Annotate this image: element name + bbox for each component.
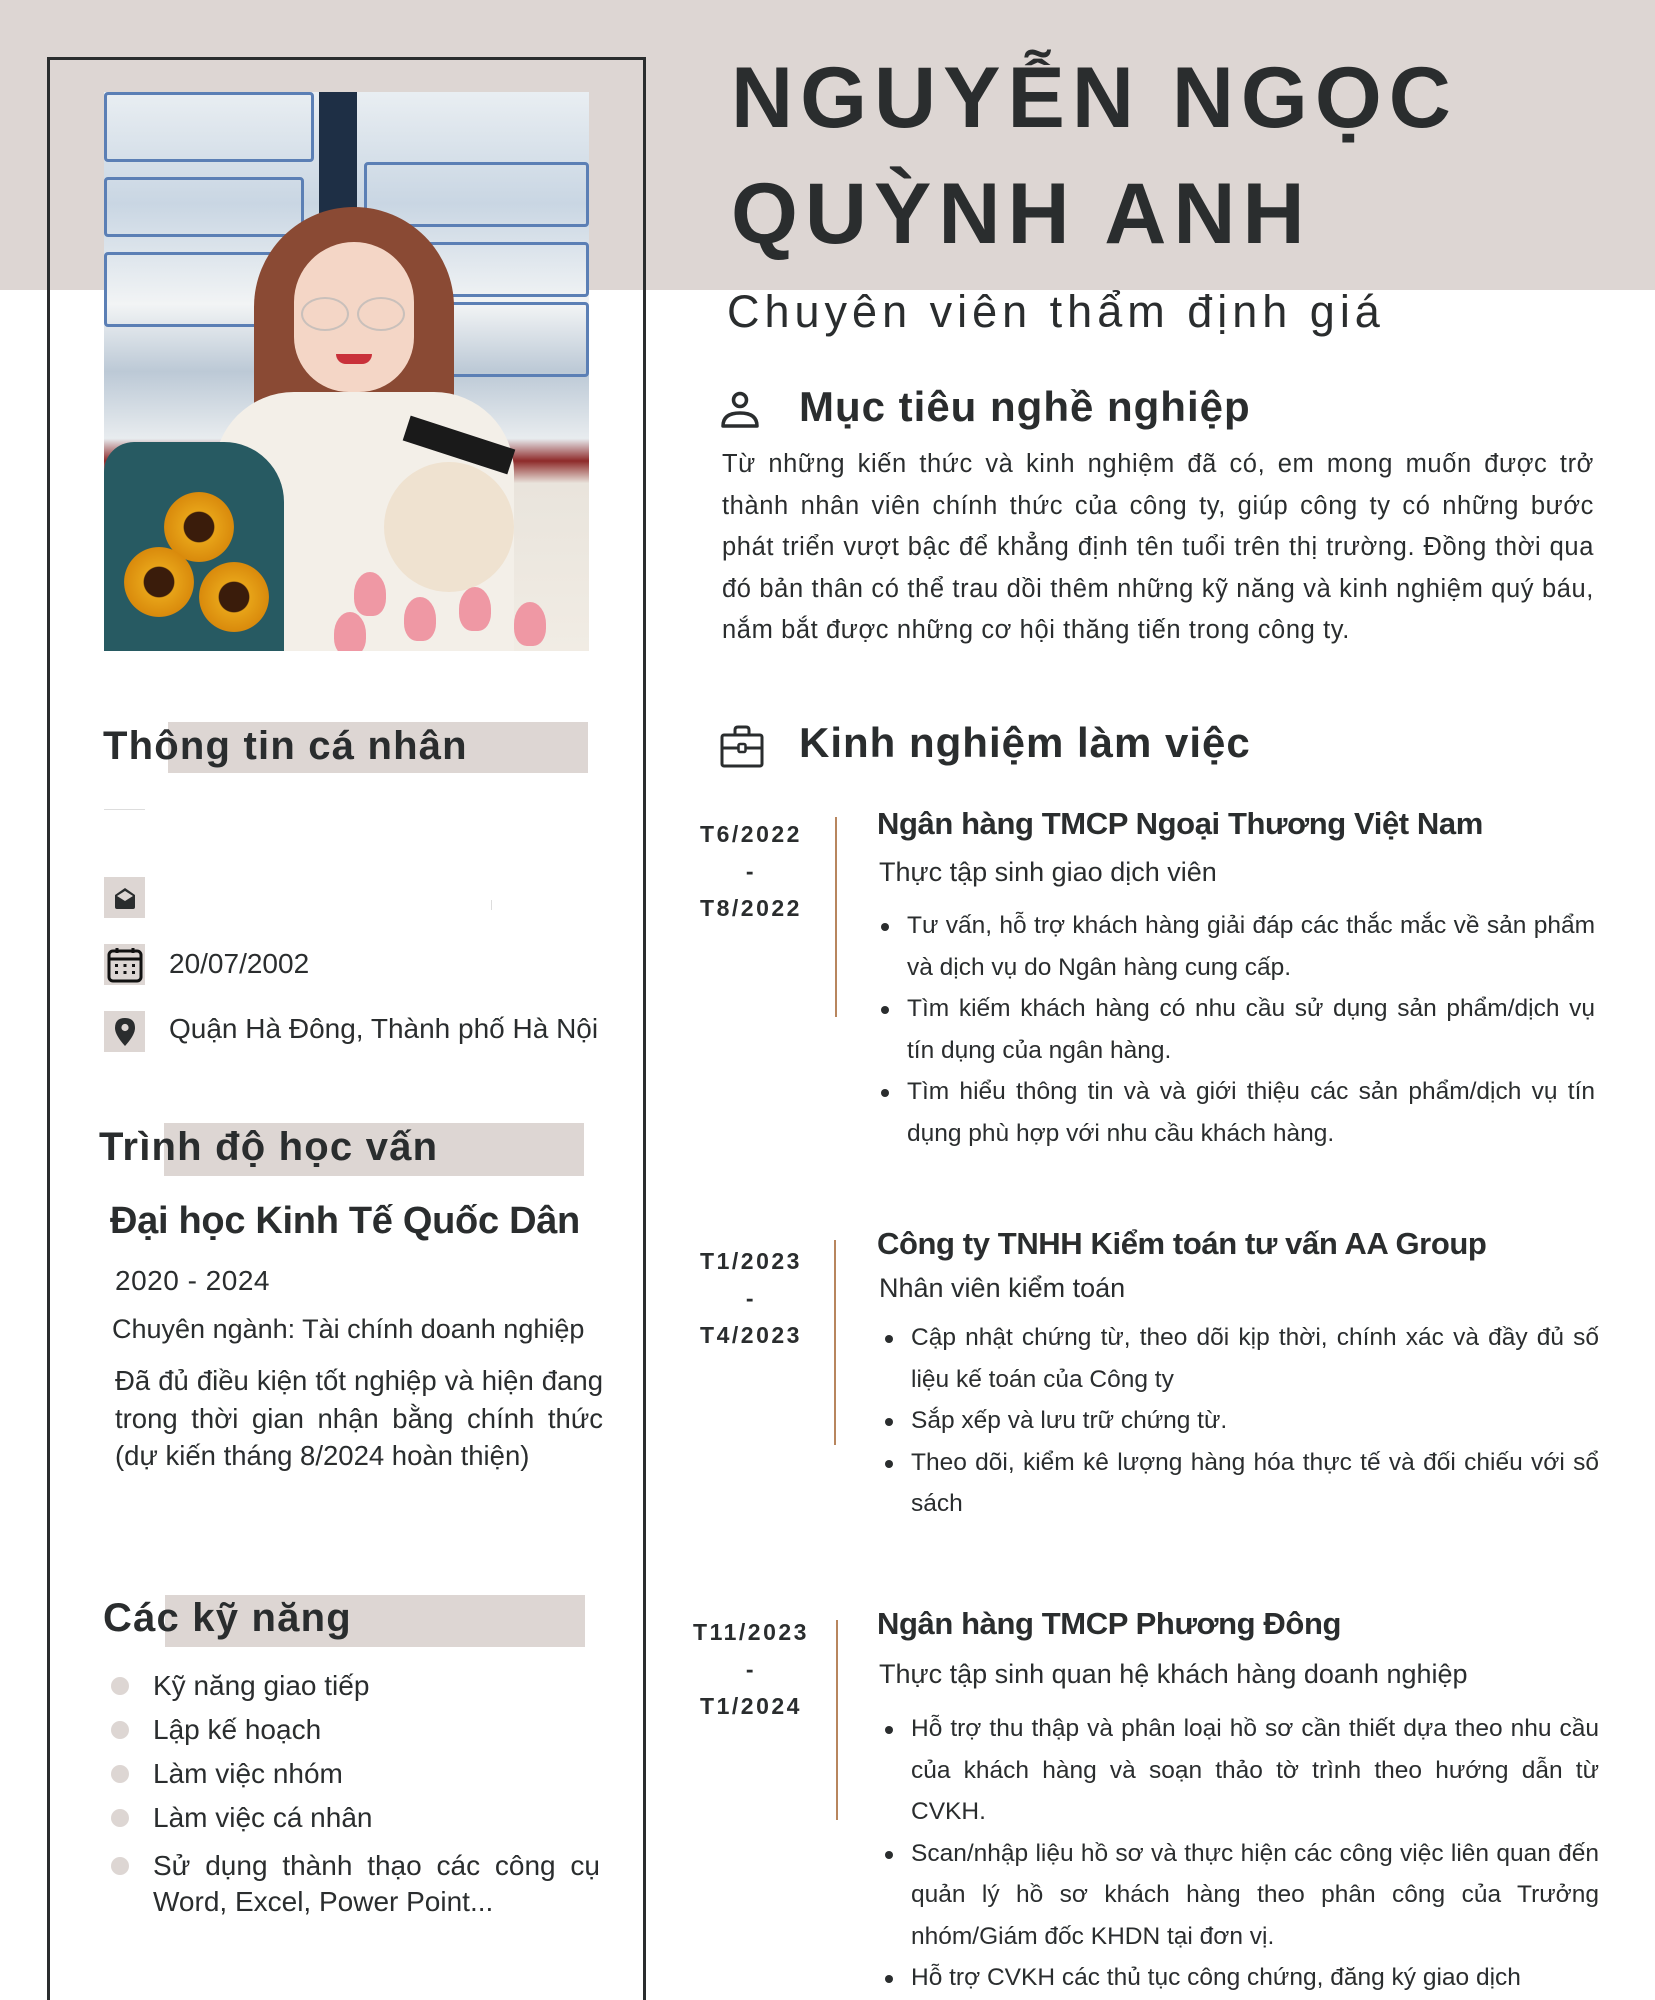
photo-bear	[384, 462, 514, 592]
job-1-end: T8/2022	[700, 895, 802, 921]
skill-item: Kỹ năng giao tiếp	[110, 1668, 600, 1704]
job-1-start: T6/2022	[700, 821, 802, 847]
education-school: Đại học Kinh Tế Quốc Dân	[110, 1200, 580, 1242]
job-2-start: T1/2023	[700, 1248, 802, 1274]
job-3-role: Thực tập sinh quan hệ khách hàng doanh nghiệp	[879, 1659, 1468, 1689]
envelope-open-icon	[104, 877, 145, 918]
photo-lips	[336, 354, 372, 364]
person-icon	[718, 388, 762, 432]
experience-title: Kinh nghiệm làm việc	[799, 719, 1251, 766]
duty-item: Hỗ trợ thu thập và phân loại hồ sơ cần thiết dựa theo nhu cầu của khách hàng và soạn thảo tờ trình theo hướng dẫn từ CVKH.	[879, 1708, 1599, 1833]
duty-item: Sắp xếp và lưu trữ chứng từ.	[879, 1400, 1599, 1442]
photo-tulip	[459, 587, 491, 631]
job-2-timeline	[834, 1240, 836, 1445]
birthday-value: 20/07/2002	[169, 948, 310, 979]
job-title: Chuyên viên thẩm định giá	[727, 286, 1385, 337]
education-title: Trình độ học vấn	[99, 1125, 439, 1169]
job-2-duties	[879, 1317, 1599, 1525]
text-cursor-mark	[491, 900, 492, 910]
duty-item: Cập nhật chứng từ, theo dõi kịp thời, chính xác và đầy đủ số liệu kế toán của Công ty	[879, 1317, 1599, 1400]
job-3-end: T1/2024	[700, 1693, 802, 1719]
skills-title: Các kỹ năng	[103, 1596, 352, 1640]
duty-item: Tìm kiếm khách hàng có nhu cầu sử dụng sản phẩm/dịch vụ tín dụng của ngân hàng.	[875, 988, 1595, 1071]
map-pin-icon	[104, 1011, 145, 1052]
candidate-name	[731, 40, 1458, 272]
skill-item: Lập kế hoạch	[110, 1712, 600, 1748]
window-decoration	[434, 302, 589, 377]
briefcase-icon	[720, 724, 764, 768]
calendar-icon	[104, 944, 145, 985]
education-major: Chuyên ngành: Tài chính doanh nghiệp	[112, 1314, 585, 1344]
photo-tulip	[404, 597, 436, 641]
job-3-company: Ngân hàng TMCP Phương Đông	[877, 1606, 1342, 1641]
skills-list	[110, 1668, 600, 1928]
objective-title: Mục tiêu nghề nghiệp	[799, 383, 1251, 430]
skill-item: Làm việc nhóm	[110, 1756, 600, 1792]
job-1-role: Thực tập sinh giao dịch viên	[879, 857, 1217, 887]
duty-item: Hỗ trợ CVKH các thủ tục công chứng, đăng ký giao dịch	[879, 1957, 1599, 1999]
job-3-timeline	[836, 1620, 838, 1820]
job-2-sep: -	[745, 1285, 757, 1311]
photo-tulip	[514, 602, 546, 646]
job-2-role: Nhân viên kiểm toán	[879, 1273, 1126, 1303]
duty-item: Scan/nhập liệu hồ sơ và thực hiện các công việc liên quan đến quản lý hồ sơ khách hàng theo phân công của Trưởng nhóm/Giám đốc KHDN tại đơn vị.	[879, 1833, 1599, 1958]
skill-item: Sử dụng thành thạo các công cụ Word, Excel, Power Point...	[110, 1848, 600, 1920]
divider	[104, 809, 145, 810]
objective-text: Từ những kiến thức và kinh nghiệm đã có, em mong muốn được trở thành nhân viên chính thức của công ty, giúp công ty có những bước phát triển vượt bậc để khẳng định tên tuổi trên thị trường. Đồng thời qua đó bản thân có thể trau dồi thêm những kỹ năng và kinh nghiệm quý báu, nắm bắt được những cơ hội thăng tiến trong công ty.	[722, 450, 1594, 644]
photo-glasses	[301, 297, 349, 331]
skill-item: Làm việc cá nhân	[110, 1800, 600, 1836]
job-1-dates	[686, 816, 816, 927]
photo-sunflower	[124, 547, 194, 617]
duty-item: Theo dõi, kiểm kê lượng hàng hóa thực tế và đối chiếu với sổ sách	[879, 1442, 1599, 1525]
job-2-end: T4/2023	[700, 1322, 802, 1348]
photo-tulip	[334, 612, 366, 651]
job-3-dates	[686, 1614, 816, 1725]
job-1-company: Ngân hàng TMCP Ngoại Thương Việt Nam	[877, 806, 1483, 841]
duty-item: Tìm hiểu thông tin và và giới thiệu các sản phẩm/dịch vụ tín dụng phù hợp với nhu cầu khách hàng.	[875, 1071, 1595, 1154]
name-line-2: QUỲNH ANH	[731, 166, 1312, 262]
photo-glasses	[357, 297, 405, 331]
photo-sunflower	[199, 562, 269, 632]
job-1-sep: -	[745, 858, 757, 884]
job-3-sep: -	[745, 1656, 757, 1682]
name-line-1: NGUYỄN NGỌC	[731, 50, 1458, 146]
address-value: Quận Hà Đông, Thành phố Hà Nội	[169, 1013, 599, 1044]
photo-tulip	[354, 572, 386, 616]
job-2-company: Công ty TNHH Kiểm toán tư vấn AA Group	[877, 1226, 1487, 1261]
personal-info-title: Thông tin cá nhân	[103, 724, 468, 768]
window-decoration	[104, 177, 304, 237]
profile-photo	[104, 92, 589, 651]
calendar-glyph-icon	[106, 946, 144, 984]
job-2-dates	[686, 1243, 816, 1354]
job-3-start: T11/2023	[693, 1619, 809, 1645]
education-note: Đã đủ điều kiện tốt nghiệp và hiện đang trong thời gian nhận bằng chính thức (dự kiến tháng 8/2024 hoàn thiện)	[115, 1365, 603, 1471]
envelope-open-glyph-icon	[112, 885, 138, 911]
map-pin-glyph-icon	[114, 1017, 136, 1047]
job-1-timeline	[835, 817, 837, 1017]
job-1-duties	[875, 905, 1595, 1154]
job-3-duties	[879, 1708, 1599, 1999]
education-years: 2020 - 2024	[115, 1265, 270, 1296]
window-decoration	[104, 92, 314, 162]
duty-item: Tư vấn, hỗ trợ khách hàng giải đáp các thắc mắc về sản phẩm và dịch vụ do Ngân hàng cung cấp.	[875, 905, 1595, 988]
